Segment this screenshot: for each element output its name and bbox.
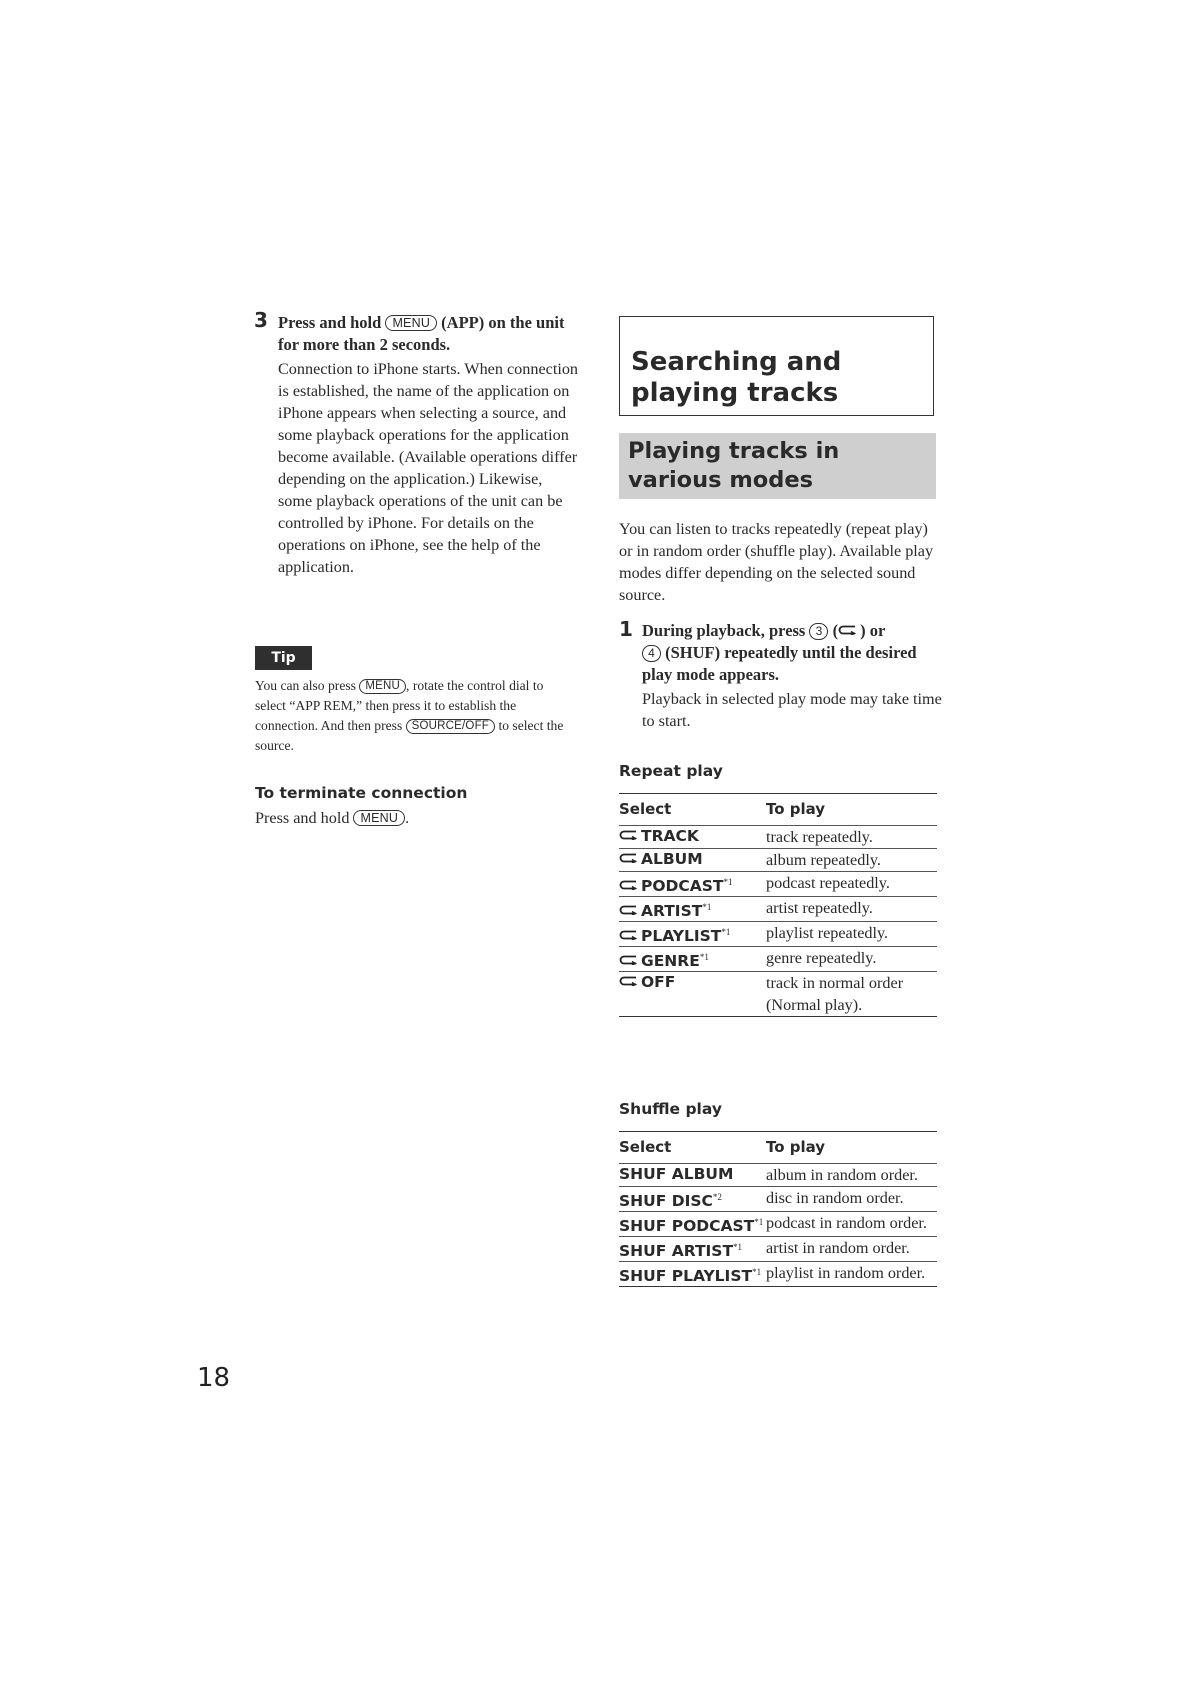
- repeat-icon: [619, 930, 637, 940]
- page-number: 18: [197, 1363, 231, 1393]
- to-play-cell: podcast in random order.: [766, 1214, 927, 1232]
- column-header-to-play: To play: [766, 800, 826, 818]
- repeat-icon: [619, 830, 637, 840]
- repeat-play-table: [619, 793, 937, 1017]
- select-cell: [619, 1164, 766, 1187]
- to-play-cell: album repeatedly.: [766, 851, 881, 869]
- repeat-icon: [619, 880, 637, 890]
- terminate-body-text: .: [405, 809, 410, 827]
- mode-name: PLAYLIST: [641, 927, 722, 945]
- menu-button-icon: MENU: [385, 315, 437, 331]
- to-play-cell: artist in random order.: [766, 1239, 910, 1257]
- table-row: [619, 1237, 937, 1262]
- tip-text-part: You can also press: [255, 678, 356, 693]
- tip-text-part: , rotate the control dial to select “APP REM,” then press it to establish the connection. And then press: [255, 678, 544, 733]
- select-cell: [619, 972, 766, 1017]
- to-play-cell: album in random order.: [766, 1166, 918, 1184]
- step-heading: [278, 312, 588, 356]
- mode-name: SHUF PLAYLIST: [619, 1267, 753, 1285]
- table-header-row: [619, 1132, 937, 1164]
- mode-name: OFF: [641, 973, 676, 991]
- table-row: [619, 1164, 937, 1187]
- step-number: 1: [619, 617, 633, 641]
- footnote-marker: *1: [702, 902, 712, 912]
- footnote-marker: *1: [721, 927, 731, 937]
- column-header-select: Select: [619, 1138, 672, 1156]
- step-heading-text: (APP) on the unit for more than 2 seconds.: [278, 313, 565, 354]
- repeat-icon: [619, 853, 637, 863]
- menu-button-icon: MENU: [359, 679, 406, 694]
- table-body: [619, 826, 937, 1017]
- select-cell: [619, 1212, 766, 1237]
- select-cell: [619, 849, 766, 872]
- mode-name: PODCAST: [641, 877, 724, 895]
- column-header-select: Select: [619, 800, 672, 818]
- repeat-icon: [619, 905, 637, 915]
- footnote-marker: *1: [733, 1242, 743, 1252]
- select-cell: [619, 1187, 766, 1212]
- step-heading: During playback, press 3 ( ) or 4 (SHUF) repeatedly until the desired play mode appears.: [642, 621, 917, 684]
- footnote-marker: *1: [723, 877, 733, 887]
- to-play-cell: playlist in random order.: [766, 1264, 926, 1282]
- to-play-cell: track in normal order (Normal play).: [766, 974, 904, 1014]
- to-play-cell: disc in random order.: [766, 1189, 904, 1207]
- table-header-row: [619, 794, 937, 826]
- select-cell: [619, 922, 766, 947]
- tip-text: [255, 676, 575, 756]
- step-heading-text: ) or: [860, 621, 886, 640]
- table-row: [619, 872, 937, 897]
- table-row: [619, 972, 937, 1017]
- mode-name: SHUF ALBUM: [619, 1165, 734, 1183]
- table-row: [619, 849, 937, 872]
- table-row: [619, 1212, 937, 1237]
- to-play-cell: genre repeatedly.: [766, 949, 877, 967]
- select-cell: [619, 1237, 766, 1262]
- table-row: [619, 1187, 937, 1212]
- table-row: [619, 897, 937, 922]
- terminate-body: [255, 809, 409, 828]
- footnote-marker: *1: [752, 1267, 762, 1277]
- menu-button-icon: MENU: [353, 810, 405, 826]
- shuffle-play-table: [619, 1131, 937, 1287]
- intro-text: You can listen to tracks repeatedly (repeat play) or in random order (shuffle play). Available play modes differ depending on the selected sound source.: [619, 520, 934, 604]
- to-play-cell: artist repeatedly.: [766, 899, 873, 917]
- table-row: [619, 922, 937, 947]
- step-number: 3: [254, 308, 268, 332]
- shuffle-play-title: Shuffle play: [619, 1100, 722, 1118]
- mode-name: ALBUM: [641, 850, 703, 868]
- step-heading-text: Press and hold: [278, 313, 382, 332]
- button-4-icon: 4: [642, 645, 661, 662]
- repeat-icon: [619, 955, 637, 965]
- tip-text-part: to select the source.: [255, 718, 564, 753]
- select-cell: [619, 1262, 766, 1287]
- mode-name: TRACK: [641, 827, 699, 845]
- subsection-title: Playing tracks in various modes: [628, 438, 840, 493]
- to-play-cell: track repeatedly.: [766, 828, 873, 846]
- mode-name: GENRE: [641, 952, 700, 970]
- to-play-cell: playlist repeatedly.: [766, 924, 889, 942]
- terminate-body-text: Press and hold: [255, 809, 350, 827]
- repeat-icon: [619, 976, 637, 986]
- select-cell: [619, 826, 766, 849]
- select-cell: [619, 872, 766, 897]
- table-row: [619, 1262, 937, 1287]
- select-cell: [619, 897, 766, 922]
- column-header-to-play: To play: [766, 1138, 826, 1156]
- select-cell: [619, 947, 766, 972]
- table-row: [619, 826, 937, 849]
- tip-badge: Tip: [255, 646, 312, 670]
- table-body: [619, 1164, 937, 1287]
- section-title: Searching and playing tracks: [631, 347, 842, 408]
- terminate-heading: To terminate connection: [255, 784, 468, 802]
- footnote-marker: *1: [754, 1217, 764, 1227]
- repeat-play-title: Repeat play: [619, 762, 723, 780]
- mode-name: SHUF PODCAST: [619, 1217, 755, 1235]
- step-heading-text: During playback, press: [642, 621, 806, 640]
- button-3-icon: 3: [809, 623, 828, 640]
- table-row: [619, 947, 937, 972]
- footnote-marker: *1: [699, 952, 709, 962]
- step-body: Connection to iPhone starts. When connection is established, the name of the application on iPhone appears when selecting a source, and some playback operations for the application become available. (Available operations differ depending on the application.) Likewise, some playback operations of the unit can be controlled by iPhone. For details on the operations on iPhone, see the help of the application.: [278, 360, 579, 576]
- repeat-icon: [838, 625, 856, 635]
- step-body: Playback in selected play mode may take time to start.: [642, 690, 942, 730]
- mode-name: SHUF ARTIST: [619, 1242, 734, 1260]
- mode-name: SHUF DISC: [619, 1192, 713, 1210]
- to-play-cell: podcast repeatedly.: [766, 874, 890, 892]
- mode-name: ARTIST: [641, 902, 703, 920]
- source-off-button-icon: SOURCE/OFF: [406, 719, 495, 734]
- footnote-marker: *2: [712, 1192, 722, 1202]
- step-heading-text: (SHUF) repeatedly until the desired play mode appears.: [642, 643, 917, 684]
